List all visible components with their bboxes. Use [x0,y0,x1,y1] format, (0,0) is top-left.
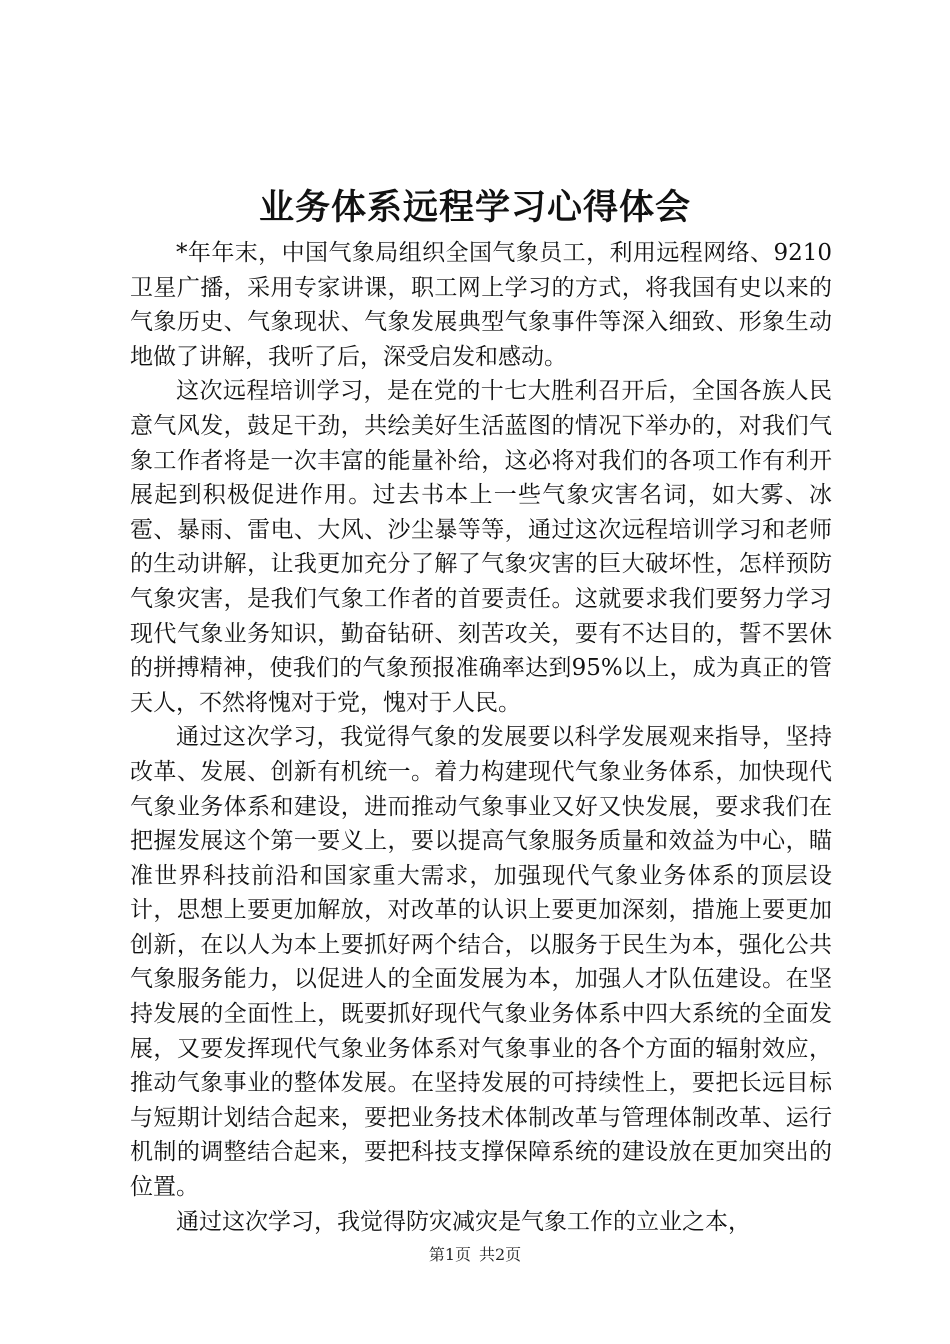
page-number-current: 第1页 [428,1245,471,1264]
paragraph-4: 通过这次学习，我觉得防灾减灾是气象工作的立业之本， [176,1208,751,1235]
page-number-total: 共2页 [479,1245,522,1264]
document-body [130,236,832,1239]
paragraph-1: *年年末，中国气象局组织全国气象员工，利用远程网络、9210卫星广播，采用专家讲课，职工网上学习的方式，将我国有史以来的气象历史、气象现状、气象发展典型气象事件等深入细致、形象生动地做了讲解，我听了后，深受启发和感动。 [130,240,832,370]
page-footer [0,1243,950,1267]
document-title: 业务体系远程学习心得体会 [258,187,691,228]
paragraph-3: 通过这次学习，我觉得气象的发展要以科学发展观来指导，坚持改革、发展、创新有机统一。着力构建现代气象业务体系，加快现代气象业务体系和建设，进而推动气象事业又好又快发展，要求我们在把握发展这个第一要义上，要以提高气象服务质量和效益为中心，瞄准世界科技前沿和国家重大需求，加强现代气象业务体系的顶层设计，思想上要更加解放，对改革的认识上要更加深刻，措施上要更加创新，在以人为本上要抓好两个结合，以服务于民生为本，强化公共气象服务能力，以促进人的全面发展为本，加强人才队伍建设。在坚持发展的全面性上，既要抓好现代气象业务体系中四大系统的全面发展，又要发挥现代气象业务体系对气象事业的各个方面的辐射效应，推动气象事业的整体发展。在坚持发展的可持续性上，要把长远目标与短期计划结合起来，要把业务技术体制改革与管理体制改革、运行机制的调整结合起来，要把科技支撑保障系统的建设放在更加突出的位置。 [130,724,832,1201]
paragraph-2: 这次远程培训学习，是在党的十七大胜利召开后，全国各族人民意气风发，鼓足干劲，共绘美好生活蓝图的情况下举办的，对我们气象工作者将是一次丰富的能量补给，这必将对我们的各项工作有利开展起到积极促进作用。过去书本上一些气象灾害名词，如大雾、冰雹、暴雨、雷电、大风、沙尘暴等等，通过这次远程培训学习和老师的生动讲解，让我更加充分了解了气象灾害的巨大破坏性，怎样预防气象灾害，是我们气象工作者的首要责任。这就要求我们要努力学习现代气象业务知识，勤奋钻研、刻苦攻关，要有不达目的，誓不罢休的拼搏精神，使我们的气象预报准确率达到95%以上，成为真正的管天人，不然将愧对于党，愧对于人民。 [130,378,832,716]
